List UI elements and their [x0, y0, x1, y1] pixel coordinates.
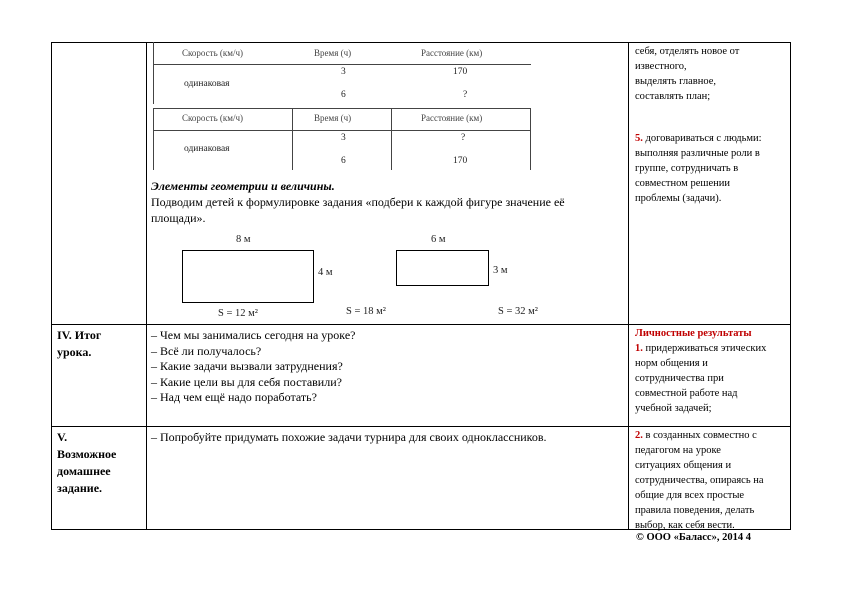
table2-time-1: 3: [341, 133, 346, 143]
table1-distance-2: ?: [463, 90, 468, 100]
item-number-1: 1.: [635, 343, 643, 354]
table-left-border: [51, 42, 52, 530]
column-divider-2: [628, 42, 629, 530]
personal-result-2: 2. в созданных совместно с педагогом на уроке ситуациях общения и сотрудничества, опираясь на общие для всех простые правила поведения, делать выбор, как себя вести.: [635, 430, 764, 531]
table1-header-distance: Расстояние (км): [421, 48, 483, 58]
item-number-2: 2.: [635, 430, 643, 441]
table-right-border: [790, 42, 791, 530]
area-option-2: S = 18 м²: [346, 306, 386, 317]
stage-4-title: IV. Итог урока.: [57, 328, 102, 359]
table1-speed: одинаковая: [184, 79, 230, 89]
area-option-1: S = 12 м²: [218, 308, 258, 319]
table2-distance-2: 170: [453, 156, 468, 166]
table2-distance-1: ?: [461, 133, 466, 143]
geometry-heading: Элементы геометрии и величины.: [151, 179, 335, 193]
communication-skill-5: 5. договариваться с людьми: выполняя различные роли в группе, сотрудничать в совместном решении проблемы (задачи).: [635, 133, 762, 204]
table2-header-speed: Скорость (км/ч): [182, 113, 244, 123]
stage-5-title: V. Возможное домашнее задание.: [57, 430, 117, 495]
table1-time-2: 6: [341, 90, 346, 100]
row-divider-5: [51, 426, 791, 427]
rectangle-6x3: [396, 250, 489, 286]
question-2: – Всё ли получалось?: [151, 343, 262, 358]
table2-time-2: 6: [341, 156, 346, 166]
rect1-width-label: 8 м: [236, 234, 251, 245]
question-5: – Над чем ещё надо поработать?: [151, 390, 317, 404]
table1-distance-1: 170: [453, 67, 468, 77]
right-top-text: себя, отделять новое от известного, выделять главное, составлять план;: [635, 46, 740, 102]
personal-results: Личностные результаты 1. придерживаться этических норм общения и сотрудничества при совместной работе над учебной задачей;: [635, 326, 787, 416]
row-divider-4: [51, 324, 791, 325]
homework-task: – Попробуйте придумать похожие задачи турнира для своих одноклассников.: [151, 430, 547, 444]
reflection-questions: [151, 328, 356, 406]
rectangle-8x4: [182, 250, 314, 303]
area-option-3: S = 32 м²: [498, 306, 538, 317]
item-number-5: 5.: [635, 133, 643, 144]
geometry-instruction: Подводим детей к формулировке задания «подбери к каждой фигуре значение её площади».: [151, 195, 565, 225]
table1-header-time: Время (ч): [314, 48, 352, 58]
copyright-footer: © ООО «Баласс», 2014 4: [636, 532, 751, 543]
table2-speed: одинаковая: [184, 144, 230, 154]
table2-header-time: Время (ч): [314, 113, 352, 123]
table2-header-distance: Расстояние (км): [421, 113, 483, 123]
question-3: – Какие задачи вызвали затруднения?: [151, 359, 343, 373]
rect2-width-label: 6 м: [431, 234, 446, 245]
table1-time-1: 3: [341, 67, 346, 77]
rect1-height-label: 4 м: [318, 267, 333, 278]
results-heading: Личностные результаты: [635, 328, 752, 339]
table-top-border: [51, 42, 791, 43]
table1-header-speed: Скорость (км/ч): [182, 48, 244, 58]
column-divider-1: [146, 42, 147, 530]
question-4: – Какие цели вы для себя поставили?: [151, 374, 342, 389]
question-1: – Чем мы занимались сегодня на уроке?: [151, 328, 356, 342]
rect2-height-label: 3 м: [493, 265, 508, 276]
